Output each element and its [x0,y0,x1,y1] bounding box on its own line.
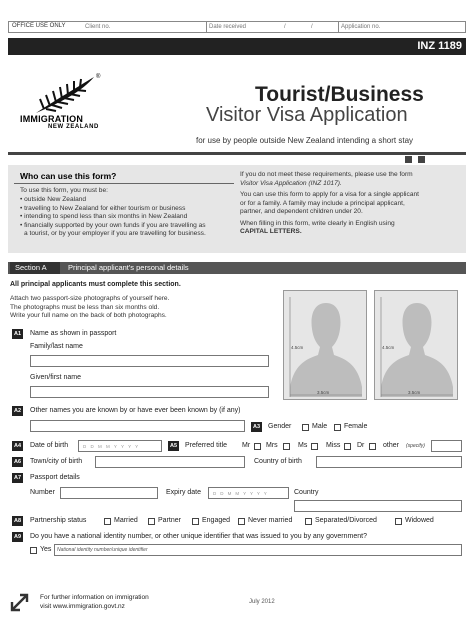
passport-label: Passport details [30,474,80,481]
registered-mark: ® [96,74,101,80]
who-bullet: • intending to spend less than six months in New Zealand [20,213,188,220]
title-ms-checkbox[interactable] [311,443,318,450]
form-code-bar [8,38,466,55]
partner-label: Partner [158,517,181,524]
intro-line: The photographs must be less than six months old. [10,303,160,311]
q-a1-number: A1 [13,331,22,337]
expiry-input[interactable]: D D M M Y Y Y Y [208,487,289,499]
who-right-text: or for a family. A family may include a principal applicant, [240,199,405,207]
title-mrs-label: Mrs [266,442,278,449]
footer-line1: For further information on immigration [40,594,149,601]
partnership-label: Partnership status [30,517,87,524]
footer-date: July 2012 [249,599,275,605]
who-bullet: • financially supported by your own funds if you are travelling as [20,221,206,229]
title-mr-label: Mr [242,442,251,449]
dob-input[interactable]: D D M M Y Y Y Y [78,440,162,452]
who-right-text: You can use this form to apply for a visa for a single applicant [240,191,419,198]
title-ms-label: Ms [298,442,308,449]
title-mr-checkbox[interactable] [254,443,261,450]
widowed-checkbox[interactable] [395,518,402,525]
q-a3-number: A3 [252,424,261,430]
office-use-strip: OFFICE USE ONLY Client no. Date received / / Application no. [8,21,466,33]
intro-bold: All principal applicants must complete this section. [10,281,181,288]
application-no-label: Application no. [341,24,381,30]
family-name-label: Family/last name [30,343,83,350]
expiry-label: Expiry date [166,489,202,496]
rule-marker-1 [405,156,412,163]
q-a5-number: A5 [169,443,178,449]
q-a8-number: A8 [13,518,22,524]
passport-number-input[interactable] [60,487,158,499]
form-code: INZ 1189 [417,40,462,52]
q-a9-number: A9 [13,534,22,540]
widowed-label: Widowed [405,517,434,524]
q-a4-number: A4 [13,443,22,449]
q-a2-number: A2 [13,408,22,414]
national-id-yes-checkbox[interactable] [30,547,37,554]
male-label: Male [312,423,328,430]
country-birth-label: Country of birth [254,458,302,465]
other-names-input[interactable] [30,420,245,432]
partner-checkbox[interactable] [148,518,155,525]
passport-country-input[interactable] [294,500,462,512]
photo-width-1: 3.5cm [317,390,330,395]
who-intro: To use this form, you must be: [20,187,108,194]
intro-line: Attach two passport-size photographs of yourself here. [10,295,170,302]
title-dr-label: Dr [357,442,365,449]
who-right-text: Visitor Visa Application (INZ 1017). [240,179,342,187]
q-a9-label: Do you have a national identity number, or other unique identifier that was issued to you by any government? [30,533,367,540]
preferred-title-label: Preferred title [185,442,228,449]
subtitle: for use by people outside New Zealand intending a short stay [196,136,414,145]
q-a2-label: Other names you are known by or have ever been known by (if any) [30,407,241,414]
town-birth-input[interactable] [95,456,245,468]
who-heading: Who can use this form? [20,171,117,181]
intro-line: Write your full name on the back of both photographs. [10,312,167,319]
national-id-input[interactable]: National identity number/unique identifier [54,544,462,556]
family-name-input[interactable] [30,355,269,367]
photo-height-2: 4.5cm [382,345,395,350]
female-label: Female [344,423,368,430]
title-mrs-checkbox[interactable] [283,443,290,450]
title-line2: Visitor Visa Application [206,104,408,126]
country-birth-input[interactable] [316,456,462,468]
who-right-text: CAPITAL LETTERS. [240,228,302,235]
q-a7-number: A7 [13,475,22,481]
title-rule [8,152,466,155]
client-no-label: Client no. [85,24,111,30]
title-line1: Tourist/Business [255,83,424,106]
town-birth-label: Town/city of birth [30,458,83,465]
married-checkbox[interactable] [104,518,111,525]
arrow-logo-icon [10,590,32,612]
who-bullet: a tourist, or by your employer if you are travelling for business. [24,230,206,237]
who-right-text: When filling in this form, write clearly in English using [240,219,395,227]
title-other-input[interactable] [431,440,462,452]
section-a-label: Section A [10,262,60,274]
section-a-title: Principal applicant's personal details [68,263,189,272]
male-checkbox[interactable] [302,424,309,431]
engaged-checkbox[interactable] [192,518,199,525]
given-name-input[interactable] [30,386,269,398]
who-bullet: • travelling to New Zealand for either tourism or business [20,204,186,212]
office-use-label: OFFICE USE ONLY [9,22,81,32]
q-a1-label: Name as shown in passport [30,330,117,337]
title-dr-checkbox[interactable] [369,443,376,450]
given-name-label: Given/first name [30,374,81,381]
passport-number-label: Number [30,489,55,496]
footer-website-link[interactable]: visit www.immigration.govt.nz [40,603,125,610]
title-specify-label: (specify) [406,443,425,449]
who-bullet: • outside New Zealand [20,196,87,203]
photo-width-2: 3.5cm [408,390,421,395]
national-id-yes-label: Yes [40,546,52,553]
photo-height-1: 4.5cm [291,345,304,350]
title-miss-label: Miss [326,442,341,449]
separated-label: Separated/Divorced [315,517,377,524]
gender-label: Gender [268,423,292,430]
passport-country-label: Country [294,489,319,496]
separated-checkbox[interactable] [305,518,312,525]
title-miss-checkbox[interactable] [344,443,351,450]
logo-immigration: IMMIGRATION [20,114,84,124]
who-right-text: partner, and dependent children under 20. [240,208,363,215]
fern-logo-icon [34,75,96,115]
q-a6-number: A6 [13,459,22,465]
female-checkbox[interactable] [334,424,341,431]
married-label: Married [114,517,138,524]
title-other-label: other [383,442,399,449]
who-right-text: If you do not meet these requirements, please use the form [240,171,413,178]
rule-marker-2 [418,156,425,163]
logo-new-zealand: NEW ZEALAND [48,124,99,130]
dob-label: Date of birth [30,442,69,449]
never-married-label: Never married [248,517,293,524]
engaged-label: Engaged [202,517,231,524]
date-received-label: Date received [209,24,247,30]
never-married-checkbox[interactable] [238,518,245,525]
